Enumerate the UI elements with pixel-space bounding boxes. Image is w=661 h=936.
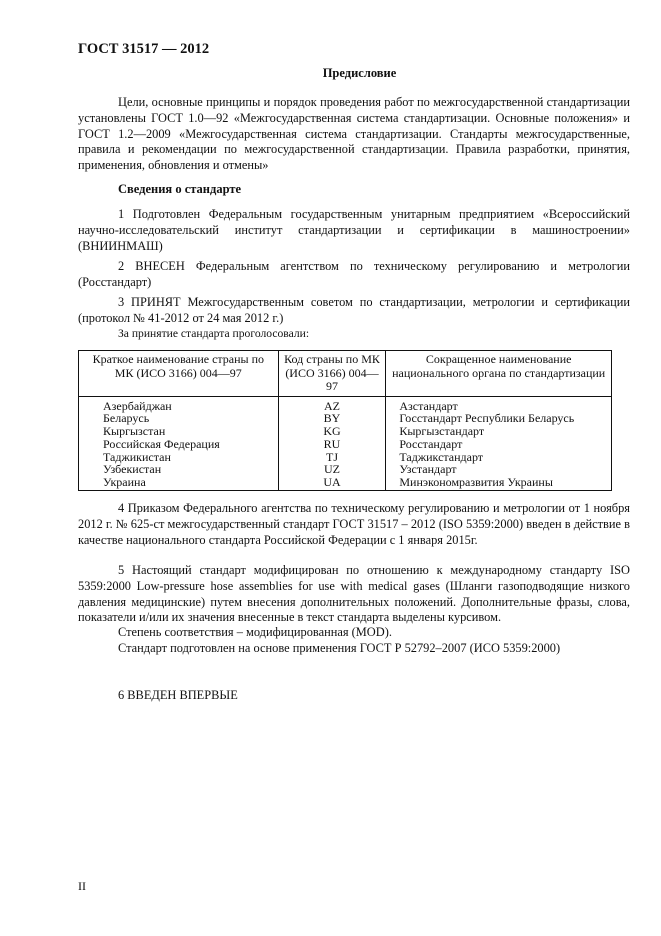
section-title: Предисловие [322,66,397,80]
table-row [79,438,612,451]
country-cell: Таджикистан [79,451,279,464]
item-4: 4 Приказом Федерального агентства по техническому регулированию и метрологии от 1 ноября 2012 г. № 625-ст межгосударственный стандарт ГОСТ 31517 – 2012 (ISO 5359:2000) введен в действие в качестве национального стандарта Российской Федерации с 1 января 2015г. [78,501,630,547]
item-3: 3 ПРИНЯТ Межгосударственным советом по стандартизации, метрологии и сертификации (протокол № 41-2012 от 24 мая 2012 г.) [78,295,630,325]
header-body: Сокращенное наименование национального органа по стандартизации [386,351,612,397]
header-country: Краткое наименование страны по МК (ИСО 3166) 004—97 [79,351,279,397]
basis-line: Стандарт подготовлен на основе применения ГОСТ Р 52792–2007 (ИСО 5359:2000) [118,641,561,655]
code-cell: UZ [278,463,386,476]
intro-paragraph: Цели, основные принципы и порядок проведения работ по межгосударственной стандартизации установлены ГОСТ 1.0—92 «Межгосударственная система стандартизации. Основные положения» и ГОСТ 1.2—2009 «Межгосударственная система стандартизации. Стандарты межгосударственные, правила и рекомендации по межгосударственной стандартизации. Правила разработки, принятия, применения, обновления и отмены» [78,95,630,173]
country-cell: Узбекистан [79,463,279,476]
body-cell: Минэкономразвития Украины [386,476,612,490]
code-cell: UA [278,476,386,490]
voting-table [78,350,612,491]
code-cell: BY [278,412,386,425]
country-cell: Азербайджан [79,396,279,412]
body-cell: Росстандарт [386,438,612,451]
degree-line: Степень соответствия – модифицированная (MOD). [118,625,392,639]
country-cell: Беларусь [79,412,279,425]
body-cell: Госстандарт Республики Беларусь [386,412,612,425]
info-heading: Сведения о стандарте [118,182,242,196]
code-cell: KG [278,425,386,438]
body-cell: Кыргызстандарт [386,425,612,438]
document-header: ГОСТ 31517 — 2012 [78,41,210,57]
body-cell: Таджикстандарт [386,451,612,464]
body-cell: Узстандарт [386,463,612,476]
table-row [79,476,612,490]
code-cell: TJ [278,451,386,464]
table-row [79,425,612,438]
item-5: 5 Настоящий стандарт модифицирован по отношению к международному стандарту ISO 5359:2000 Low-pressure hose assemblies for use with medical gases (Шланги газоподводящие низкого давления медицинские) путем внесения дополнительных положений. Дополнительные фразы, слова, показатели и/или их значения внесенные в текст стандарта выделены курсивом. [78,563,630,625]
code-cell: RU [278,438,386,451]
country-cell: Украина [79,476,279,490]
country-cell: Кыргызстан [79,425,279,438]
code-cell: AZ [278,396,386,412]
item-1: 1 Подготовлен Федеральным государственным унитарным предприятием «Всероссийский научно-исследовательский институт стандартизации и сертификации в машиностроении» (ВНИИНМАШ) [78,207,630,253]
header-code: Код страны по МК (ИСО 3166) 004—97 [278,351,386,397]
country-cell: Российская Федерация [79,438,279,451]
voted-label: За принятие стандарта проголосовали: [118,327,310,340]
table-header-row [79,351,612,397]
item-2: 2 ВНЕСЕН Федеральным агентством по техническому регулированию и метрологии (Росстандарт) [78,259,630,289]
body-cell: Азстандарт [386,396,612,412]
item-6: 6 ВВЕДЕН ВПЕРВЫЕ [118,688,238,702]
page-number: II [78,879,86,893]
table-row [79,396,612,412]
